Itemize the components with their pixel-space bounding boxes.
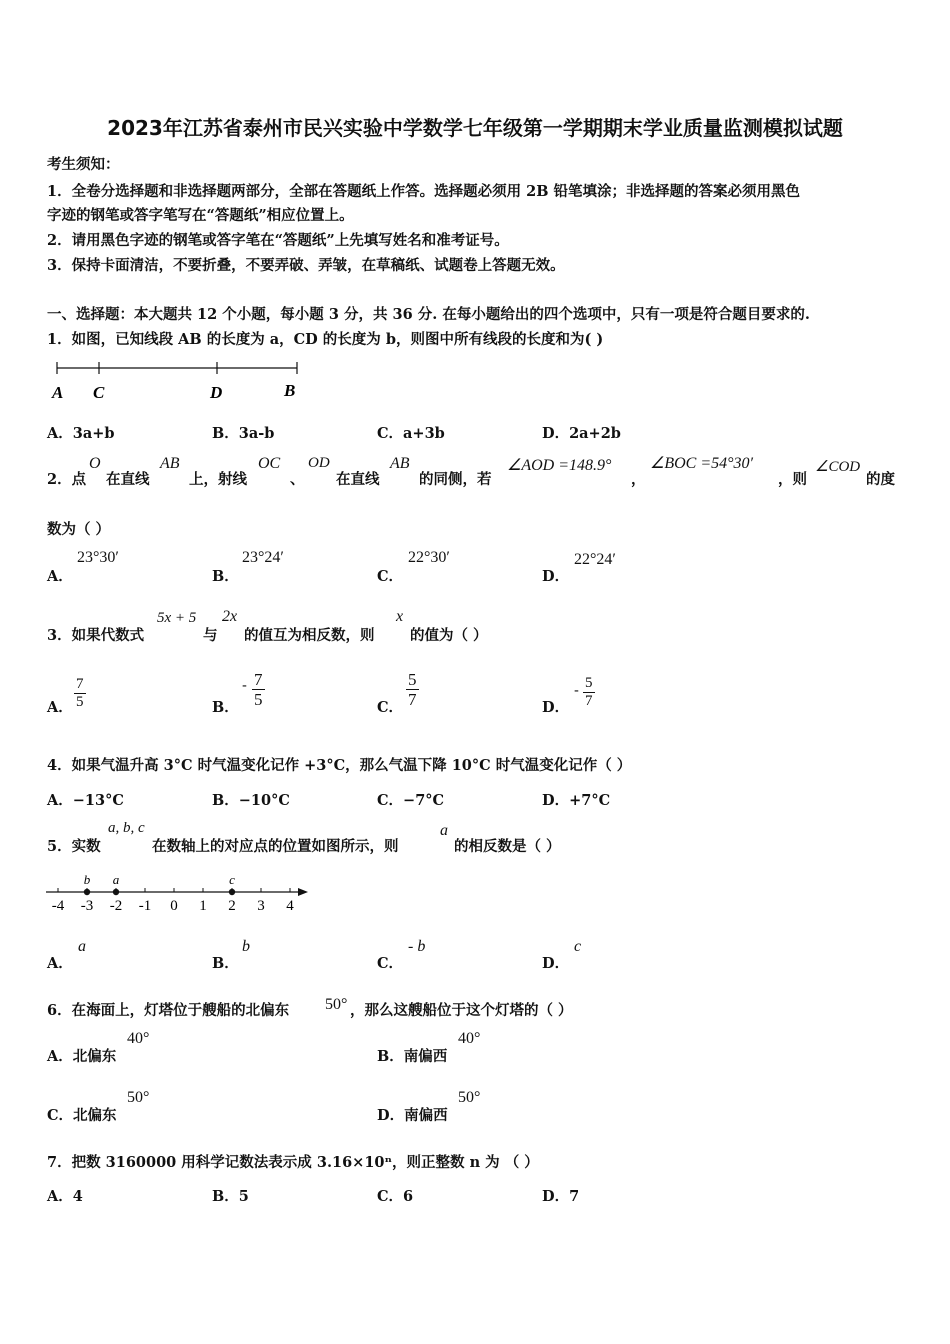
denominator: 5 [76, 694, 84, 710]
q5-option-c-value: - b [408, 938, 426, 955]
q6-option-d-value: 50° [458, 1089, 481, 1106]
q7-option-d[interactable]: D．7 [542, 1188, 580, 1205]
label-d: D [210, 383, 223, 402]
label-b: B [284, 381, 296, 400]
q6-option-c[interactable]: C．北偏东 [47, 1107, 117, 1124]
q4-option-c[interactable]: C．−7°C [377, 792, 445, 809]
point-c [229, 889, 235, 895]
q2-point-o: O [89, 455, 101, 472]
notice-line-1a: 1．全卷分选择题和非选择题两部分，全部在答题纸上作答。选择题必须用 2B 铅笔填涂；非选择题的答案必须用黑色 [47, 183, 801, 200]
q6-option-b[interactable]: B．南偏西 [377, 1048, 448, 1065]
q5-option-c[interactable]: C． [377, 955, 404, 972]
q2-option-c[interactable]: C． [377, 568, 404, 585]
page-title: 2023年江苏省泰州市民兴实验中学数学七年级第一学期期末学业质量监测模拟试题 [107, 116, 843, 140]
label-c: C [93, 383, 105, 402]
q5-vars: a, b, c [108, 820, 145, 836]
tick-label: 1 [199, 898, 207, 914]
q6-option-a-value: 40° [127, 1030, 150, 1047]
q2-option-c-value: 22°30′ [408, 549, 450, 566]
q5-option-a[interactable]: A． [47, 955, 73, 972]
q1-option-d[interactable]: D．2a+2b [542, 425, 621, 442]
q2-option-b[interactable]: B． [212, 568, 239, 585]
q3-option-a-fraction [74, 676, 86, 711]
q5-option-b-value: b [242, 938, 250, 955]
q5-option-d-value: c [574, 938, 582, 955]
q5-option-a-value: a [78, 938, 86, 955]
q2-p9: 的度 [866, 471, 895, 488]
q2-p8: ，则 [778, 471, 807, 488]
q4-stem: 4．如果气温升高 3°C 时气温变化记作 +3°C，那么气温下降 10°C 时气温变化记作（ ） [47, 757, 632, 774]
q2-option-a[interactable]: A． [47, 568, 73, 585]
q3-option-a[interactable]: A． [47, 699, 73, 716]
q3-expr-1: 5x + 5 [157, 610, 197, 626]
q5-number-line [42, 868, 312, 916]
tick-label: -1 [138, 898, 152, 914]
tick-label: -2 [109, 898, 123, 914]
q3-option-b-sign: - [242, 678, 247, 694]
q1-option-a[interactable]: A．3a+b [47, 425, 115, 442]
q3-p3: 的值互为相反数，则 [244, 627, 375, 644]
q7-option-b[interactable]: B．5 [212, 1188, 249, 1205]
q3-p4: 的值为（ ） [410, 627, 488, 644]
notice-line-1b: 字迹的钢笔或答字笔写在“答题纸”相应位置上。 [47, 207, 354, 224]
q3-var-x: x [396, 608, 404, 625]
numerator: 7 [76, 676, 84, 692]
tick-label: 2 [228, 898, 236, 914]
q2-p5: 在直线 [336, 471, 380, 488]
q2-p7: ， [631, 471, 646, 488]
point-a [113, 889, 119, 895]
q2-p6: 的同侧，若 [419, 471, 492, 488]
q5-option-d[interactable]: D． [542, 955, 570, 972]
q2-option-d-value: 22°24′ [574, 551, 616, 568]
q6-option-a[interactable]: A．北偏东 [47, 1048, 117, 1065]
q1-option-c[interactable]: C．a+3b [377, 425, 445, 442]
q2-angle-boc: ∠BOC =54°30′ [650, 455, 754, 472]
denominator: 5 [254, 690, 263, 709]
tick-label: -4 [51, 898, 65, 914]
q3-p2: 与 [203, 627, 218, 644]
notice-line-2: 2．请用黑色字迹的钢笔或答字笔在“答题纸”上先填写姓名和准考证号。 [47, 232, 509, 249]
numerator: 7 [254, 670, 263, 689]
q7-option-a[interactable]: A．4 [47, 1188, 83, 1205]
q1-option-b[interactable]: B．3a-b [212, 425, 275, 442]
point-label-c: c [229, 872, 235, 887]
q3-option-d[interactable]: D． [542, 699, 570, 716]
q5-p3: 的相反数是（ ） [454, 838, 561, 855]
q3-option-b[interactable]: B． [212, 699, 239, 716]
tick-label: 3 [257, 898, 265, 914]
q3-expr-2: 2x [222, 608, 238, 625]
q5-option-b[interactable]: B． [212, 955, 239, 972]
numerator: 5 [408, 670, 417, 689]
numerator: 5 [585, 675, 593, 691]
q1-stem: 1．如图，已知线段 AB 的长度为 a，CD 的长度为 b，则图中所有线段的长度和为( ) [47, 331, 604, 348]
q2-p3: 上，射线 [189, 471, 247, 488]
q4-option-b[interactable]: B．−10°C [212, 792, 290, 809]
q7-option-c[interactable]: C．6 [377, 1188, 414, 1205]
q6-option-c-value: 50° [127, 1089, 150, 1106]
q2-ray-oc: OC [258, 455, 281, 472]
notice-line-3: 3．保持卡面清洁，不要折叠，不要弄破、弄皱，在草稿纸、试题卷上答题无效。 [47, 257, 565, 274]
q2-p1: 2．点 [47, 471, 87, 488]
q1-segment-figure [47, 356, 307, 404]
q4-option-d[interactable]: D．+7°C [542, 792, 611, 809]
q6-option-b-value: 40° [458, 1030, 481, 1047]
point-b [84, 889, 90, 895]
denominator: 7 [585, 693, 593, 709]
q2-option-d[interactable]: D． [542, 568, 570, 585]
q2-line-ab-2: AB [390, 455, 410, 472]
notice-heading: 考生须知： [47, 156, 120, 173]
q3-option-b-fraction [252, 670, 265, 709]
q7-stem: 7．把数 3160000 用科学记数法表示成 3.16×10ⁿ，则正整数 n 为 （ ） [47, 1154, 539, 1171]
point-label-a: a [112, 872, 120, 887]
q2-line-2: 数为（ ） [47, 521, 111, 538]
q5-p1: 5．实数 [47, 838, 101, 855]
q2-option-b-value: 23°24′ [242, 549, 284, 566]
q6-p2: ，那么这艘船位于这个灯塔的（ ） [350, 1002, 573, 1019]
q2-angle-cod: ∠COD [815, 459, 861, 475]
q5-p2: 在数轴上的对应点的位置如图所示，则 [152, 838, 399, 855]
q3-option-d-sign: - [574, 683, 579, 699]
tick-label: 4 [286, 898, 294, 914]
q2-ray-od: OD [308, 455, 330, 471]
tick-label: 0 [170, 898, 178, 914]
tick-label: -3 [80, 898, 94, 914]
q2-angle-aod: ∠AOD =148.9° [507, 457, 612, 474]
section-heading: 一、选择题：本大题共 12 个小题，每小题 3 分，共 36 分. 在每小题给出的四个选项中，只有一项是符合题目要求的. [47, 306, 810, 323]
q5-var-a: a [440, 822, 448, 839]
point-label-b: b [83, 872, 91, 887]
axis-arrow [298, 888, 308, 896]
q3-option-c[interactable]: C． [377, 699, 404, 716]
q3-p1: 3．如果代数式 [47, 627, 145, 644]
q2-line-ab: AB [160, 455, 180, 472]
q6-p1: 6．在海面上，灯塔位于艘船的北偏东 [47, 1002, 290, 1019]
label-a: A [52, 383, 64, 402]
q2-p4: 、 [290, 471, 305, 488]
q2-p2: 在直线 [106, 471, 150, 488]
q3-option-c-fraction [406, 670, 419, 709]
q2-option-a-value: 23°30′ [77, 549, 119, 566]
q6-option-d[interactable]: D．南偏西 [377, 1107, 448, 1124]
q4-option-a[interactable]: A．−13°C [47, 792, 124, 809]
q3-option-d-fraction [583, 675, 595, 710]
q6-degree: 50° [325, 996, 348, 1013]
denominator: 7 [408, 690, 417, 709]
